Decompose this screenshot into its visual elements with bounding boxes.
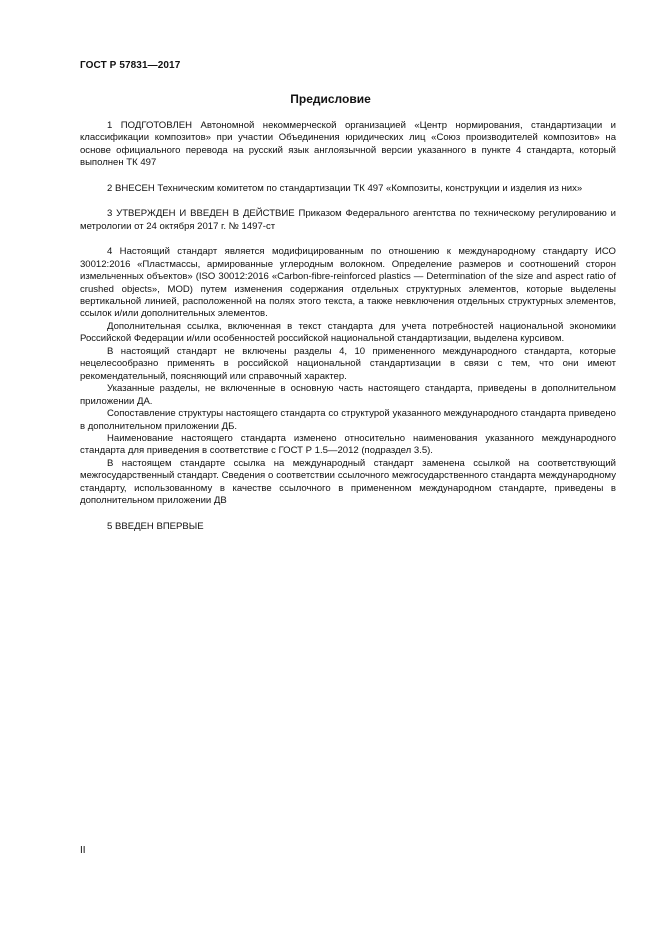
paragraph-4-modified: 4 Настоящий стандарт является модифицированным по отношению к международному стандарту ИСО 30012:2016 «Пластмассы, армированные углеродным волокном. Определение размеров и соотношений сторон измельченных объектов» (ISO 30012:2016 «Carbon-fibre-reinforced plastics — Determination of the size and aspect ratio of crushed objects», MOD) путем изменения содержания отдельных структурных элементов, которые выделены вертикальной линией, расположенной на полях этого текста, а также невключения отдельных структурных элементов, ссылок и/или дополнительных элементов. xyxy=(80,246,616,320)
paragraph-3-approved: 3 УТВЕРЖДЕН И ВВЕДЕН В ДЕЙСТВИЕ Приказом Федерального агентства по техническому регулированию и метрологии от 24 октября 2017 г. № 1497-ст xyxy=(80,208,616,232)
paragraph-additional-reference: Дополнительная ссылка, включенная в текст стандарта для учета потребностей национальной экономики Российской Федерации и/или особенностей российской национальной стандартизации, выделена курсивом. xyxy=(80,320,616,345)
paragraph-excluded-sections: В настоящий стандарт не включены разделы 4, 10 примененного международного стандарта, которые нецелесообразно применять в российской национальной стандартизации в связи с тем, что они имеют рекомендательный, поясняющий или справочный характер. xyxy=(80,345,616,382)
paragraph-appendix-dv: В настоящем стандарте ссылка на международный стандарт заменена ссылкой на соответствующий межгосударственный стандарт. Сведения о соответствии ссылочного межгосударственного стандарта международному стандарту, использованному в качестве ссылочного в примененном международном стандарте, приведены в дополнительном приложении ДВ xyxy=(80,457,616,507)
paragraph-1-prepared: 1 ПОДГОТОВЛЕН Автономной некоммерческой организацией «Центр нормирования, стандартизации и классификации композитов» при участии Объединения юридических лиц «Союз производителей композитов» на основе официального перевода на русский язык англоязычной версии указанного в пункте 4 стандарта, который выполнен ТК 497 xyxy=(80,120,616,169)
paragraph-2-introduced: 2 ВНЕСЕН Техническим комитетом по стандартизации ТК 497 «Композиты, конструкции и изделия из них» xyxy=(107,182,583,194)
page-title: Предисловие xyxy=(290,92,371,106)
paragraph-appendix-db: Сопоставление структуры настоящего стандарта со структурой указанного международного стандарта приведено в дополнительном приложении ДБ. xyxy=(80,408,616,432)
paragraph-appendix-da: Указанные разделы, не включенные в основную часть настоящего стандарта, приведены в дополнительном приложении ДА. xyxy=(80,383,616,407)
paragraph-5-first-introduced: 5 ВВЕДЕН ВПЕРВЫЕ xyxy=(107,520,204,532)
page-number: II xyxy=(80,845,86,856)
foreword-body xyxy=(80,120,616,533)
document-code-header: ГОСТ Р 57831—2017 xyxy=(80,60,181,71)
paragraph-name-change: Наименование настоящего стандарта изменено относительно наименования указанного международного стандарта для приведения в соответствие с ГОСТ Р 1.5—2012 (подраздел 3.5). xyxy=(80,432,616,457)
